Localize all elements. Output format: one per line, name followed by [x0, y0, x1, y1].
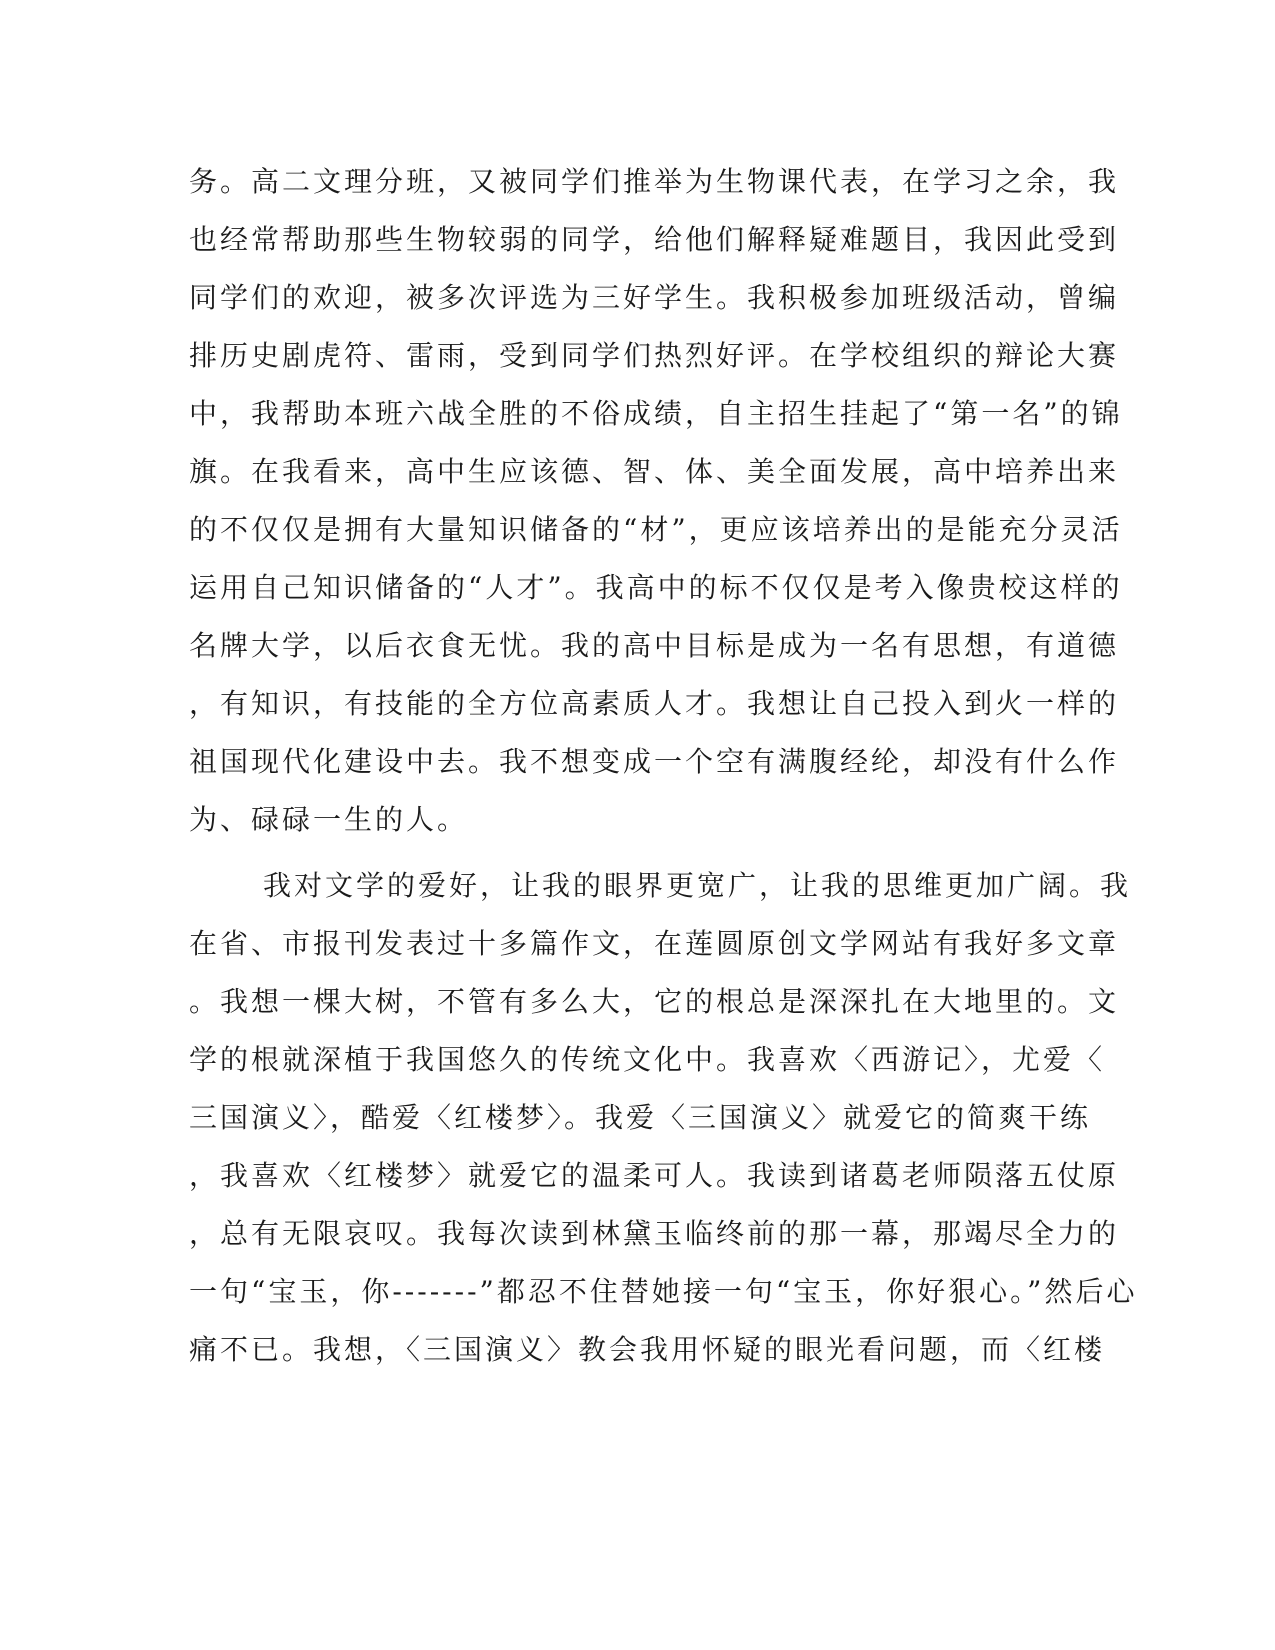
- text-line-6: 旗。在我看来，高中生应该德、智、体、美全面发展，高中培养出来: [189, 455, 1120, 488]
- text-line-5: 中，我帮助本班六战全胜的不俗成绩，自主招生挂起了“第一名”的锦: [189, 397, 1123, 430]
- text-line-10: ，有知识，有技能的全方位高素质人才。我想让自己投入到火一样的: [189, 687, 1120, 720]
- text-line-16: 学的根就深植于我国悠久的传统文化中。我喜欢〈西游记〉，尤爱〈: [189, 1043, 1106, 1076]
- text-line-19: ，总有无限哀叹。我每次读到林黛玉临终前的那一幕，那竭尽全力的: [189, 1217, 1120, 1250]
- text-line-8: 运用自己知识储备的“人才”。我高中的标不仅仅是考入像贵校这样的: [189, 571, 1123, 604]
- text-line-9: 名牌大学，以后衣食无忧。我的高中目标是成为一名有思想，有道德: [189, 629, 1120, 662]
- text-line-7: 的不仅仅是拥有大量知识储备的“材”，更应该培养出的是能充分灵活: [189, 513, 1123, 546]
- text-line-18: ，我喜欢〈红楼梦〉就爱它的温柔可人。我读到诸葛老师陨落五仗原: [189, 1159, 1120, 1192]
- text-line-1: 务。高二文理分班，又被同学们推举为生物课代表，在学习之余，我: [189, 165, 1120, 198]
- text-line-15: 。我想一棵大树，不管有多么大，它的根总是深深扎在大地里的。文: [189, 985, 1120, 1018]
- text-line-11: 祖国现代化建设中去。我不想变成一个空有满腹经纶，却没有什么作: [189, 745, 1120, 778]
- text-line-3: 同学们的欢迎，被多次评选为三好学生。我积极参加班级活动，曾编: [189, 281, 1120, 314]
- text-line-4: 排历史剧虎符、雷雨，受到同学们热烈好评。在学校组织的辩论大赛: [189, 339, 1120, 372]
- text-line-12: 为、碌碌一生的人。: [189, 803, 469, 836]
- text-line-2: 也经常帮助那些生物较弱的同学，给他们解释疑难题目，我因此受到: [189, 223, 1120, 256]
- text-line-17: 三国演义〉，酷爱〈红楼梦〉。我爱〈三国演义〉就爱它的简爽干练: [189, 1101, 1092, 1134]
- text-line-14: 在省、市报刊发表过十多篇作文，在莲圆原创文学网站有我好多文章: [189, 927, 1120, 960]
- text-line-21: 痛不已。我想，〈三国演义〉教会我用怀疑的眼光看问题，而〈红楼: [189, 1333, 1106, 1366]
- text-line-20: 一句“宝玉，你-------”都忍不住替她接一句“宝玉，你好狠心。”然后心: [189, 1275, 1138, 1308]
- paragraph-2-first-line: 我对文学的爱好，让我的眼界更宽广，让我的思维更加广阔。我: [263, 869, 1132, 902]
